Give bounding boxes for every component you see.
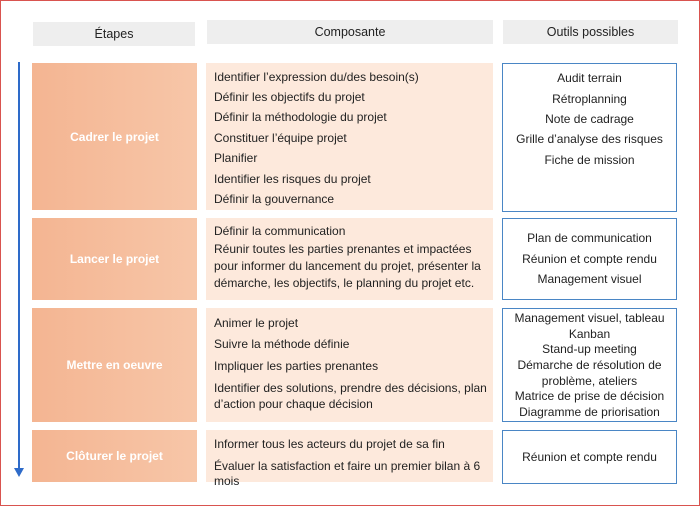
stage-cloturer: Clôturer le projet — [32, 430, 197, 482]
tools-cadrer — [502, 63, 677, 212]
components-lancer — [206, 218, 493, 300]
component-item: Définir la communication — [214, 224, 346, 238]
tool-item: Réunion et compte rendu — [522, 450, 657, 464]
component-item: Animer le projet — [214, 316, 299, 330]
stage-cadrer: Cadrer le projet — [32, 63, 197, 210]
tool-item: Management visuel — [537, 272, 642, 286]
component-item: Définir la gouvernance — [214, 192, 335, 206]
component-item: Évaluer la satisfaction et faire un premier bilan à 6 mois — [214, 459, 481, 488]
component-item: Réunir toutes les parties prenantes et impactées pour informer du lancement du projet, présenter la démarche, les objectifs, le planning du projet etc. — [214, 242, 481, 290]
component-item: Planifier — [214, 151, 258, 165]
component-item: Constituer l’équipe projet — [214, 131, 347, 145]
tool-item: Démarche de résolution de problème, ateliers — [517, 358, 662, 388]
component-item: Suivre la méthode définie — [214, 337, 350, 351]
component-item: Définir les objectifs du projet — [214, 90, 365, 104]
components-cloturer — [206, 430, 493, 488]
stage-mettre-en-oeuvre: Mettre en oeuvre — [32, 308, 197, 422]
header-outils: Outils possibles — [503, 20, 678, 44]
tool-item: Réunion et compte rendu — [522, 252, 657, 266]
tool-item: Management visuel, tableau Kanban — [514, 311, 665, 341]
timeline-arrow-line — [18, 62, 20, 470]
component-item: Définir la méthodologie du projet — [214, 110, 387, 124]
component-item: Identifier des solutions, prendre des décisions, plan d’action pour chaque décision — [214, 381, 487, 411]
component-item: Informer tous les acteurs du projet de sa fin — [214, 437, 445, 451]
components-mettre-en-oeuvre — [206, 308, 493, 422]
tool-item: Audit terrain — [557, 71, 622, 85]
components-cadrer — [206, 63, 493, 210]
tool-item: Matrice de prise de décision — [514, 389, 665, 403]
tool-item: Stand-up meeting — [542, 342, 637, 356]
stage-lancer: Lancer le projet — [32, 218, 197, 300]
component-item: Identifier l’expression du/des besoin(s) — [214, 70, 419, 84]
tools-mettre-en-oeuvre — [502, 308, 677, 422]
header-composante: Composante — [207, 20, 493, 44]
component-item: Identifier les risques du projet — [214, 172, 371, 186]
tool-item: Plan de communication — [527, 231, 652, 245]
tool-item: Diagramme de priorisation — [519, 405, 660, 419]
tools-lancer — [502, 218, 677, 300]
timeline-arrow-head-icon — [14, 468, 24, 477]
header-etapes: Étapes — [33, 22, 195, 46]
tool-item: Rétroplanning — [552, 92, 627, 106]
tool-item: Fiche de mission — [544, 153, 635, 167]
tool-item: Note de cadrage — [545, 112, 634, 126]
component-item: Impliquer les parties prenantes — [214, 359, 379, 373]
tools-cloturer — [502, 430, 677, 484]
tool-item: Grille d’analyse des risques — [516, 132, 663, 146]
